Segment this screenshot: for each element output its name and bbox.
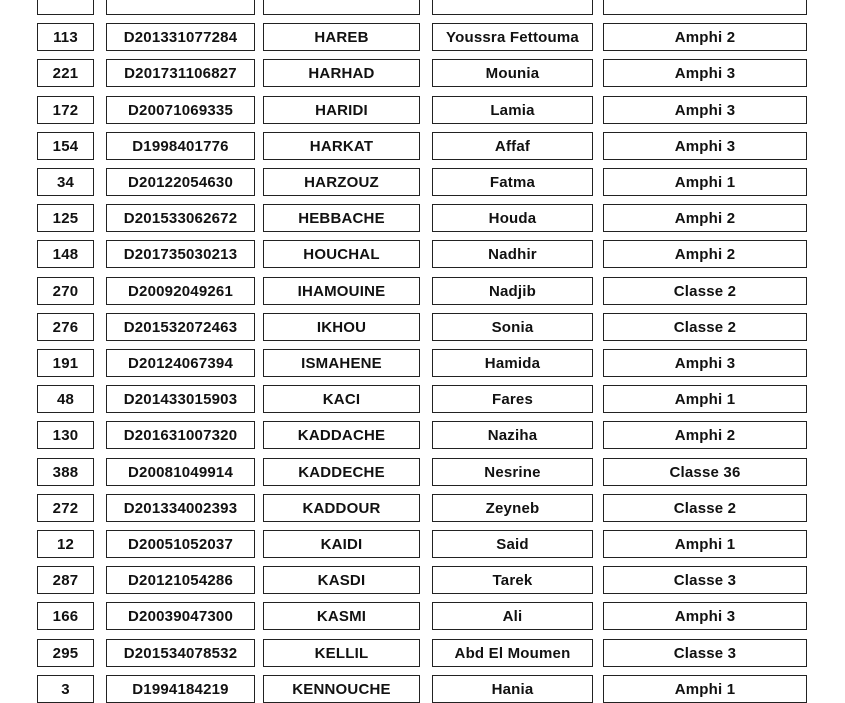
cell-number	[37, 0, 94, 15]
cell-room	[603, 0, 807, 15]
table-row	[0, 59, 845, 87]
cell-student-id: D201631007320	[106, 421, 255, 449]
table-row	[0, 132, 845, 160]
cell-number: 191	[37, 349, 94, 377]
cell-number: 3	[37, 675, 94, 703]
cell-first-name: Naziha	[432, 421, 593, 449]
cell-room: Amphi 1	[603, 385, 807, 413]
table-row	[0, 639, 845, 667]
table-row	[0, 23, 845, 51]
cell-room: Classe 3	[603, 639, 807, 667]
cell-room: Amphi 3	[603, 132, 807, 160]
cell-first-name: Hania	[432, 675, 593, 703]
cell-first-name: Nadjib	[432, 277, 593, 305]
cell-number: 166	[37, 602, 94, 630]
table-row	[0, 168, 845, 196]
cell-room: Amphi 1	[603, 530, 807, 558]
cell-last-name: ISMAHENE	[263, 349, 420, 377]
cell-first-name: Fares	[432, 385, 593, 413]
cell-number: 130	[37, 421, 94, 449]
cell-number: 287	[37, 566, 94, 594]
cell-last-name: KAIDI	[263, 530, 420, 558]
cell-room: Amphi 3	[603, 349, 807, 377]
cell-first-name: Tarek	[432, 566, 593, 594]
cell-number: 113	[37, 23, 94, 51]
cell-room: Classe 2	[603, 313, 807, 341]
cell-student-id: D1994184219	[106, 675, 255, 703]
cell-first-name	[432, 0, 593, 15]
table-row	[0, 0, 845, 15]
cell-student-id: D20121054286	[106, 566, 255, 594]
cell-room: Classe 36	[603, 458, 807, 486]
table-row	[0, 313, 845, 341]
cell-student-id: D20122054630	[106, 168, 255, 196]
cell-student-id: D20081049914	[106, 458, 255, 486]
cell-first-name: Mounia	[432, 59, 593, 87]
cell-room: Amphi 1	[603, 675, 807, 703]
cell-first-name: Affaf	[432, 132, 593, 160]
cell-last-name: KASDI	[263, 566, 420, 594]
cell-last-name: HARHAD	[263, 59, 420, 87]
table-row	[0, 277, 845, 305]
cell-last-name: HARKAT	[263, 132, 420, 160]
cell-last-name: KADDOUR	[263, 494, 420, 522]
cell-number: 295	[37, 639, 94, 667]
cell-number: 272	[37, 494, 94, 522]
cell-room: Classe 2	[603, 277, 807, 305]
cell-room: Amphi 2	[603, 204, 807, 232]
table-row	[0, 240, 845, 268]
cell-student-id: D20071069335	[106, 96, 255, 124]
cell-student-id: D201735030213	[106, 240, 255, 268]
cell-student-id: D1998401776	[106, 132, 255, 160]
cell-number: 125	[37, 204, 94, 232]
cell-number: 154	[37, 132, 94, 160]
cell-student-id: D20039047300	[106, 602, 255, 630]
cell-number: 12	[37, 530, 94, 558]
cell-last-name: KADDECHE	[263, 458, 420, 486]
table-row	[0, 602, 845, 630]
cell-room: Amphi 3	[603, 59, 807, 87]
cell-first-name: Nadhir	[432, 240, 593, 268]
cell-number: 48	[37, 385, 94, 413]
cell-student-id: D201334002393	[106, 494, 255, 522]
cell-first-name: Nesrine	[432, 458, 593, 486]
cell-last-name: KACI	[263, 385, 420, 413]
cell-first-name: Houda	[432, 204, 593, 232]
cell-first-name: Fatma	[432, 168, 593, 196]
table-row	[0, 385, 845, 413]
cell-last-name: HARZOUZ	[263, 168, 420, 196]
cell-number: 388	[37, 458, 94, 486]
cell-first-name: Said	[432, 530, 593, 558]
table-row	[0, 349, 845, 377]
cell-student-id: D201532072463	[106, 313, 255, 341]
cell-last-name: KELLIL	[263, 639, 420, 667]
cell-room: Amphi 2	[603, 421, 807, 449]
cell-last-name: HEBBACHE	[263, 204, 420, 232]
cell-room: Amphi 3	[603, 602, 807, 630]
cell-number: 270	[37, 277, 94, 305]
cell-first-name: Ali	[432, 602, 593, 630]
table-row	[0, 530, 845, 558]
cell-student-id: D20124067394	[106, 349, 255, 377]
table-row	[0, 458, 845, 486]
cell-first-name: Abd El Moumen	[432, 639, 593, 667]
table-row	[0, 675, 845, 703]
cell-student-id: D20051052037	[106, 530, 255, 558]
cell-first-name: Sonia	[432, 313, 593, 341]
table-row	[0, 494, 845, 522]
cell-first-name: Hamida	[432, 349, 593, 377]
table-row	[0, 421, 845, 449]
cell-last-name: KASMI	[263, 602, 420, 630]
cell-last-name: KENNOUCHE	[263, 675, 420, 703]
cell-room: Amphi 2	[603, 240, 807, 268]
cell-student-id	[106, 0, 255, 15]
cell-room: Amphi 3	[603, 96, 807, 124]
cell-room: Classe 3	[603, 566, 807, 594]
cell-number: 276	[37, 313, 94, 341]
cell-last-name: HOUCHAL	[263, 240, 420, 268]
table-row	[0, 96, 845, 124]
cell-number: 172	[37, 96, 94, 124]
cell-last-name: HAREB	[263, 23, 420, 51]
cell-student-id: D201534078532	[106, 639, 255, 667]
cell-number: 34	[37, 168, 94, 196]
cell-last-name: HARIDI	[263, 96, 420, 124]
cell-last-name: KADDACHE	[263, 421, 420, 449]
cell-last-name	[263, 0, 420, 15]
cell-number: 148	[37, 240, 94, 268]
cell-student-id: D201731106827	[106, 59, 255, 87]
cell-student-id: D201433015903	[106, 385, 255, 413]
table-row	[0, 566, 845, 594]
cell-number: 221	[37, 59, 94, 87]
cell-first-name: Zeyneb	[432, 494, 593, 522]
cell-room: Classe 2	[603, 494, 807, 522]
cell-last-name: IKHOU	[263, 313, 420, 341]
cell-last-name: IHAMOUINE	[263, 277, 420, 305]
cell-room: Amphi 1	[603, 168, 807, 196]
cell-student-id: D20092049261	[106, 277, 255, 305]
cell-first-name: Lamia	[432, 96, 593, 124]
cell-room: Amphi 2	[603, 23, 807, 51]
cell-first-name: Youssra Fettouma	[432, 23, 593, 51]
table-row	[0, 204, 845, 232]
cell-student-id: D201533062672	[106, 204, 255, 232]
cell-student-id: D201331077284	[106, 23, 255, 51]
